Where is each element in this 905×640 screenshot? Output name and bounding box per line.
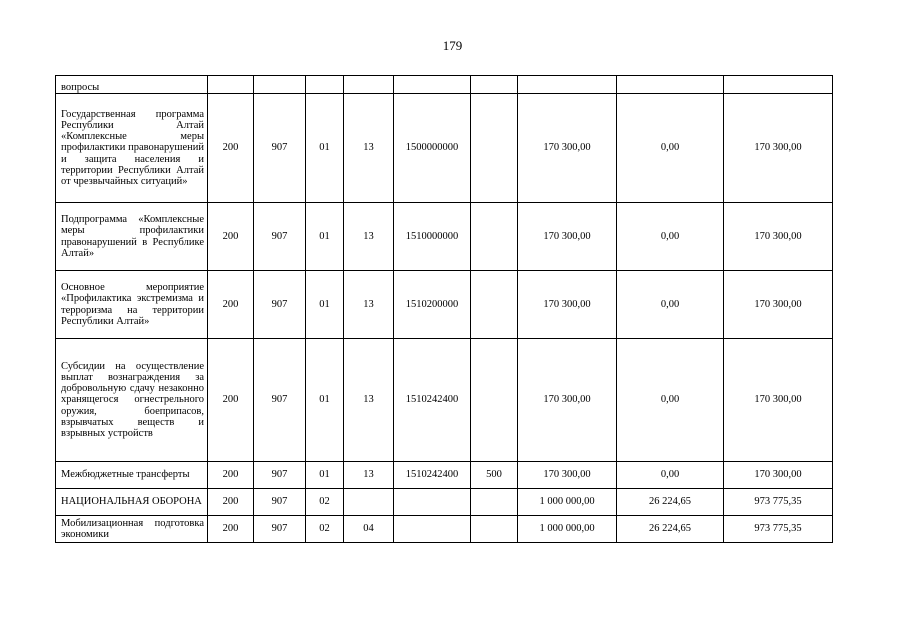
cell-subsection: 04	[344, 516, 394, 543]
table-row	[56, 489, 833, 516]
cell-code-1: 200	[208, 94, 254, 203]
table-row	[56, 271, 833, 339]
cell-subsection: 13	[344, 339, 394, 462]
table-row	[56, 94, 833, 203]
cell-code-2: 907	[254, 462, 306, 489]
cell-code-2: 907	[254, 339, 306, 462]
cell-code-1: 200	[208, 271, 254, 339]
row-name: Основное мероприятие «Профилактика экстремизма и терроризма на территории Республики Алтай»	[56, 271, 208, 339]
cell-subsection	[344, 489, 394, 516]
cell-code-2	[254, 76, 306, 94]
cell-code-2: 907	[254, 516, 306, 543]
cell-expense-type	[471, 339, 518, 462]
row-name: Мобилизационная подготовка экономики	[56, 516, 208, 543]
cell-amount-remaining: 973 775,35	[724, 489, 833, 516]
cell-target-article	[394, 489, 471, 516]
table-row	[56, 339, 833, 462]
cell-subsection: 13	[344, 94, 394, 203]
cell-amount-remaining: 170 300,00	[724, 203, 833, 271]
cell-amount-planned	[518, 76, 617, 94]
cell-amount-remaining: 170 300,00	[724, 94, 833, 203]
cell-code-1: 200	[208, 462, 254, 489]
cell-target-article	[394, 516, 471, 543]
cell-amount-planned: 170 300,00	[518, 94, 617, 203]
cell-code-1: 200	[208, 516, 254, 543]
cell-section: 01	[306, 94, 344, 203]
cell-section: 01	[306, 271, 344, 339]
cell-code-1: 200	[208, 489, 254, 516]
cell-code-2: 907	[254, 203, 306, 271]
budget-table	[55, 75, 833, 543]
cell-amount-remaining	[724, 76, 833, 94]
cell-code-1: 200	[208, 203, 254, 271]
cell-target-article: 1500000000	[394, 94, 471, 203]
cell-section: 02	[306, 489, 344, 516]
cell-code-1	[208, 76, 254, 94]
row-name: Государственная программа Республики Алтай «Комплексные меры профилактики правонарушений и защита населения и территории Республики Алтай от чрезвычайных ситуаций»	[56, 94, 208, 203]
table-row	[56, 203, 833, 271]
cell-expense-type	[471, 94, 518, 203]
cell-amount-executed: 0,00	[617, 203, 724, 271]
cell-section: 01	[306, 462, 344, 489]
cell-target-article: 1510242400	[394, 462, 471, 489]
page-number: 179	[442, 38, 463, 53]
cell-expense-type	[471, 271, 518, 339]
cell-target-article: 1510000000	[394, 203, 471, 271]
cell-target-article: 1510242400	[394, 339, 471, 462]
cell-amount-executed: 0,00	[617, 94, 724, 203]
cell-amount-executed: 26 224,65	[617, 516, 724, 543]
cell-subsection: 13	[344, 462, 394, 489]
cell-section: 01	[306, 203, 344, 271]
cell-amount-remaining: 170 300,00	[724, 271, 833, 339]
cell-code-2: 907	[254, 94, 306, 203]
cell-amount-planned: 170 300,00	[518, 271, 617, 339]
cell-amount-remaining: 170 300,00	[724, 462, 833, 489]
cell-subsection: 13	[344, 271, 394, 339]
cell-amount-planned: 170 300,00	[518, 339, 617, 462]
cell-amount-executed	[617, 76, 724, 94]
table-row	[56, 76, 833, 94]
cell-target-article	[394, 76, 471, 94]
row-name: Межбюджетные трансферты	[56, 462, 208, 489]
cell-amount-executed: 26 224,65	[617, 489, 724, 516]
cell-expense-type	[471, 489, 518, 516]
row-name: НАЦИОНАЛЬНАЯ ОБОРОНА	[56, 489, 208, 516]
cell-amount-executed: 0,00	[617, 271, 724, 339]
cell-amount-remaining: 973 775,35	[724, 516, 833, 543]
cell-section: 02	[306, 516, 344, 543]
cell-amount-executed: 0,00	[617, 462, 724, 489]
cell-code-2: 907	[254, 271, 306, 339]
row-name: вопросы	[56, 76, 208, 94]
cell-amount-executed: 0,00	[617, 339, 724, 462]
cell-section: 01	[306, 339, 344, 462]
cell-section	[306, 76, 344, 94]
cell-subsection	[344, 76, 394, 94]
cell-amount-planned: 170 300,00	[518, 462, 617, 489]
cell-amount-planned: 1 000 000,00	[518, 516, 617, 543]
cell-expense-type: 500	[471, 462, 518, 489]
cell-amount-remaining: 170 300,00	[724, 339, 833, 462]
cell-amount-planned: 1 000 000,00	[518, 489, 617, 516]
cell-expense-type	[471, 203, 518, 271]
cell-subsection: 13	[344, 203, 394, 271]
cell-target-article: 1510200000	[394, 271, 471, 339]
row-name: Подпрограмма «Комплексные меры профилактики правонарушений в Республике Алтай»	[56, 203, 208, 271]
cell-amount-planned: 170 300,00	[518, 203, 617, 271]
row-name: Субсидии на осуществление выплат вознаграждения за добровольную сдачу незаконно хранящегося огнестрельного оружия, боеприпасов, взрывчатых веществ и взрывных устройств	[56, 339, 208, 462]
cell-expense-type	[471, 76, 518, 94]
cell-expense-type	[471, 516, 518, 543]
cell-code-2: 907	[254, 489, 306, 516]
table-row	[56, 516, 833, 543]
table-row	[56, 462, 833, 489]
cell-code-1: 200	[208, 339, 254, 462]
